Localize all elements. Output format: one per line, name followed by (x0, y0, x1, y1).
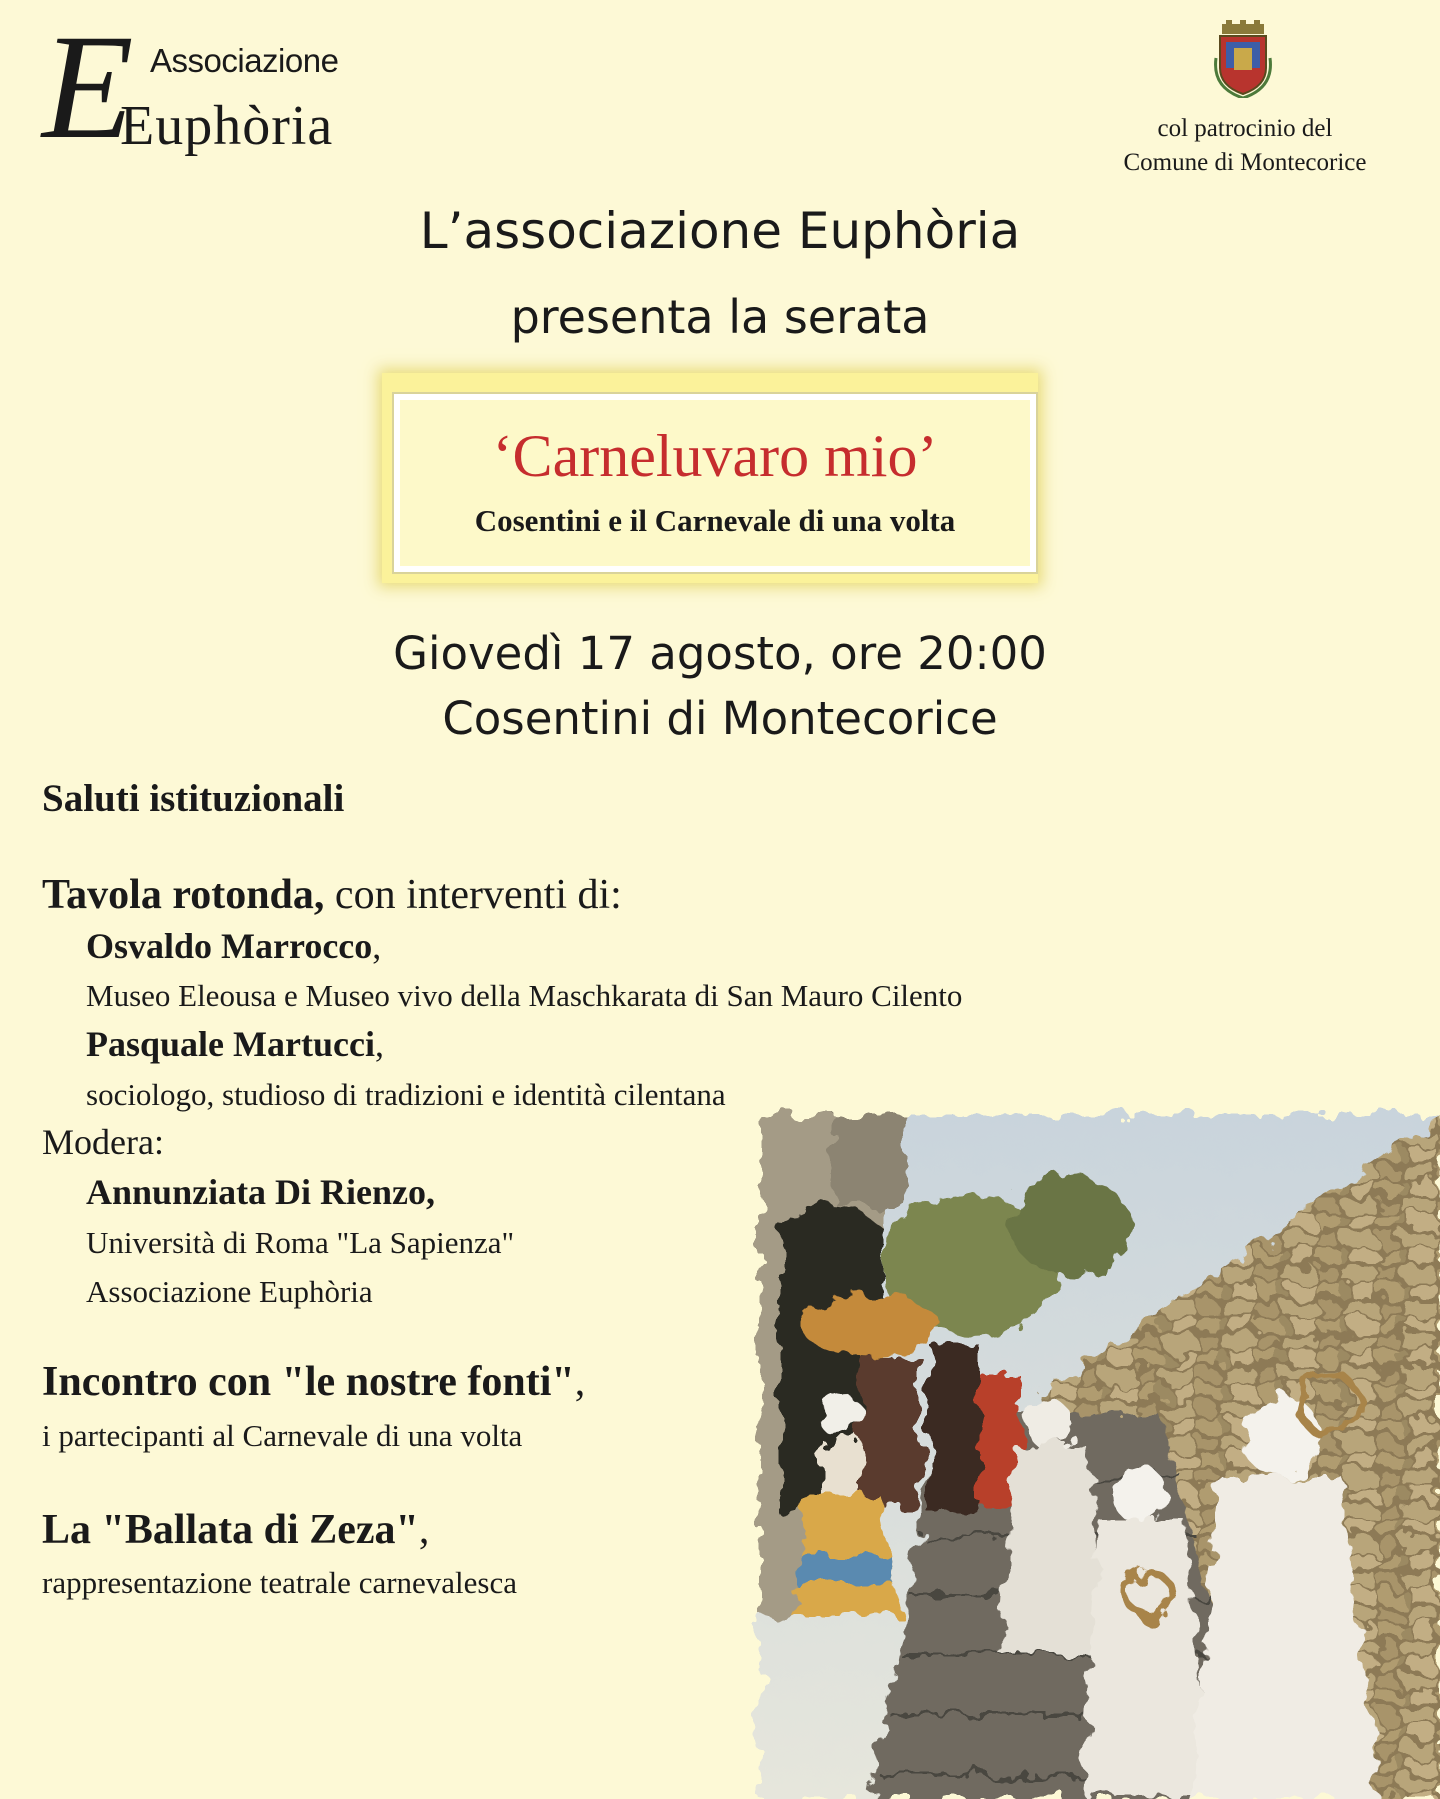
logo-line-associazione: Associazione (150, 42, 339, 79)
moderator-label: Modera: (42, 1122, 164, 1162)
program-saluti: Saluti istituzionali (42, 777, 345, 820)
incontro-description: i partecipanti al Carnevale di una volta (42, 1418, 523, 1453)
ballata-bold: La "Ballata di Zeza" (42, 1507, 419, 1553)
program-tavola-rotonda (42, 871, 622, 919)
event-place: Cosentini di Montecorice (442, 692, 998, 745)
tavola-bold: Tavola rotonda, (42, 872, 325, 918)
event-subtitle: Cosentini e il Carnevale di una volta (474, 503, 956, 538)
speaker-2-role: sociologo, studioso di tradizioni e identità cilentana (86, 1077, 726, 1112)
logo-initial: E (42, 4, 134, 170)
association-logo (42, 4, 362, 172)
speaker-1-comma: , (372, 926, 382, 966)
logo-line-euphoria: Euphòria (120, 95, 334, 157)
carnival-procession-photo (740, 1095, 1440, 1799)
incontro-bold: Incontro con "le nostre fonti" (42, 1359, 575, 1405)
patronage-line-2: Comune di Montecorice (1123, 149, 1367, 176)
presents-subheading: presenta la serata (510, 290, 930, 344)
speaker-1-role: Museo Eleousa e Museo vivo della Maschkarata di San Mauro Cilento (86, 978, 963, 1013)
patronage-line-1: col patrocinio del (1157, 115, 1333, 142)
ballata-description: rappresentazione teatrale carnevalesca (42, 1565, 518, 1600)
moderator-role-1: Università di Roma "La Sapienza" (86, 1225, 515, 1260)
moderator-role-2: Associazione Euphòria (86, 1274, 373, 1309)
patronage-text (1090, 112, 1400, 180)
speaker-2-comma: , (374, 1024, 384, 1064)
speaker-1 (86, 925, 381, 967)
program-incontro (42, 1358, 585, 1406)
speaker-2-name: Pasquale Martucci (86, 1024, 375, 1064)
presenter-heading: L’associazione Euphòria (419, 202, 1021, 260)
incontro-comma: , (574, 1359, 586, 1405)
program-ballata (42, 1506, 429, 1554)
municipal-crest-icon (1212, 18, 1274, 98)
event-title: ‘Carneluvaro mio’ (492, 423, 938, 489)
ballata-comma: , (418, 1507, 430, 1553)
speaker-1-name: Osvaldo Marrocco (86, 926, 373, 966)
moderator-name: Annunziata Di Rienzo, (86, 1172, 436, 1212)
speaker-2 (86, 1023, 384, 1065)
tavola-rest: con interventi di: (324, 872, 622, 918)
event-date: Giovedì 17 agosto, ore 20:00 (393, 627, 1047, 680)
